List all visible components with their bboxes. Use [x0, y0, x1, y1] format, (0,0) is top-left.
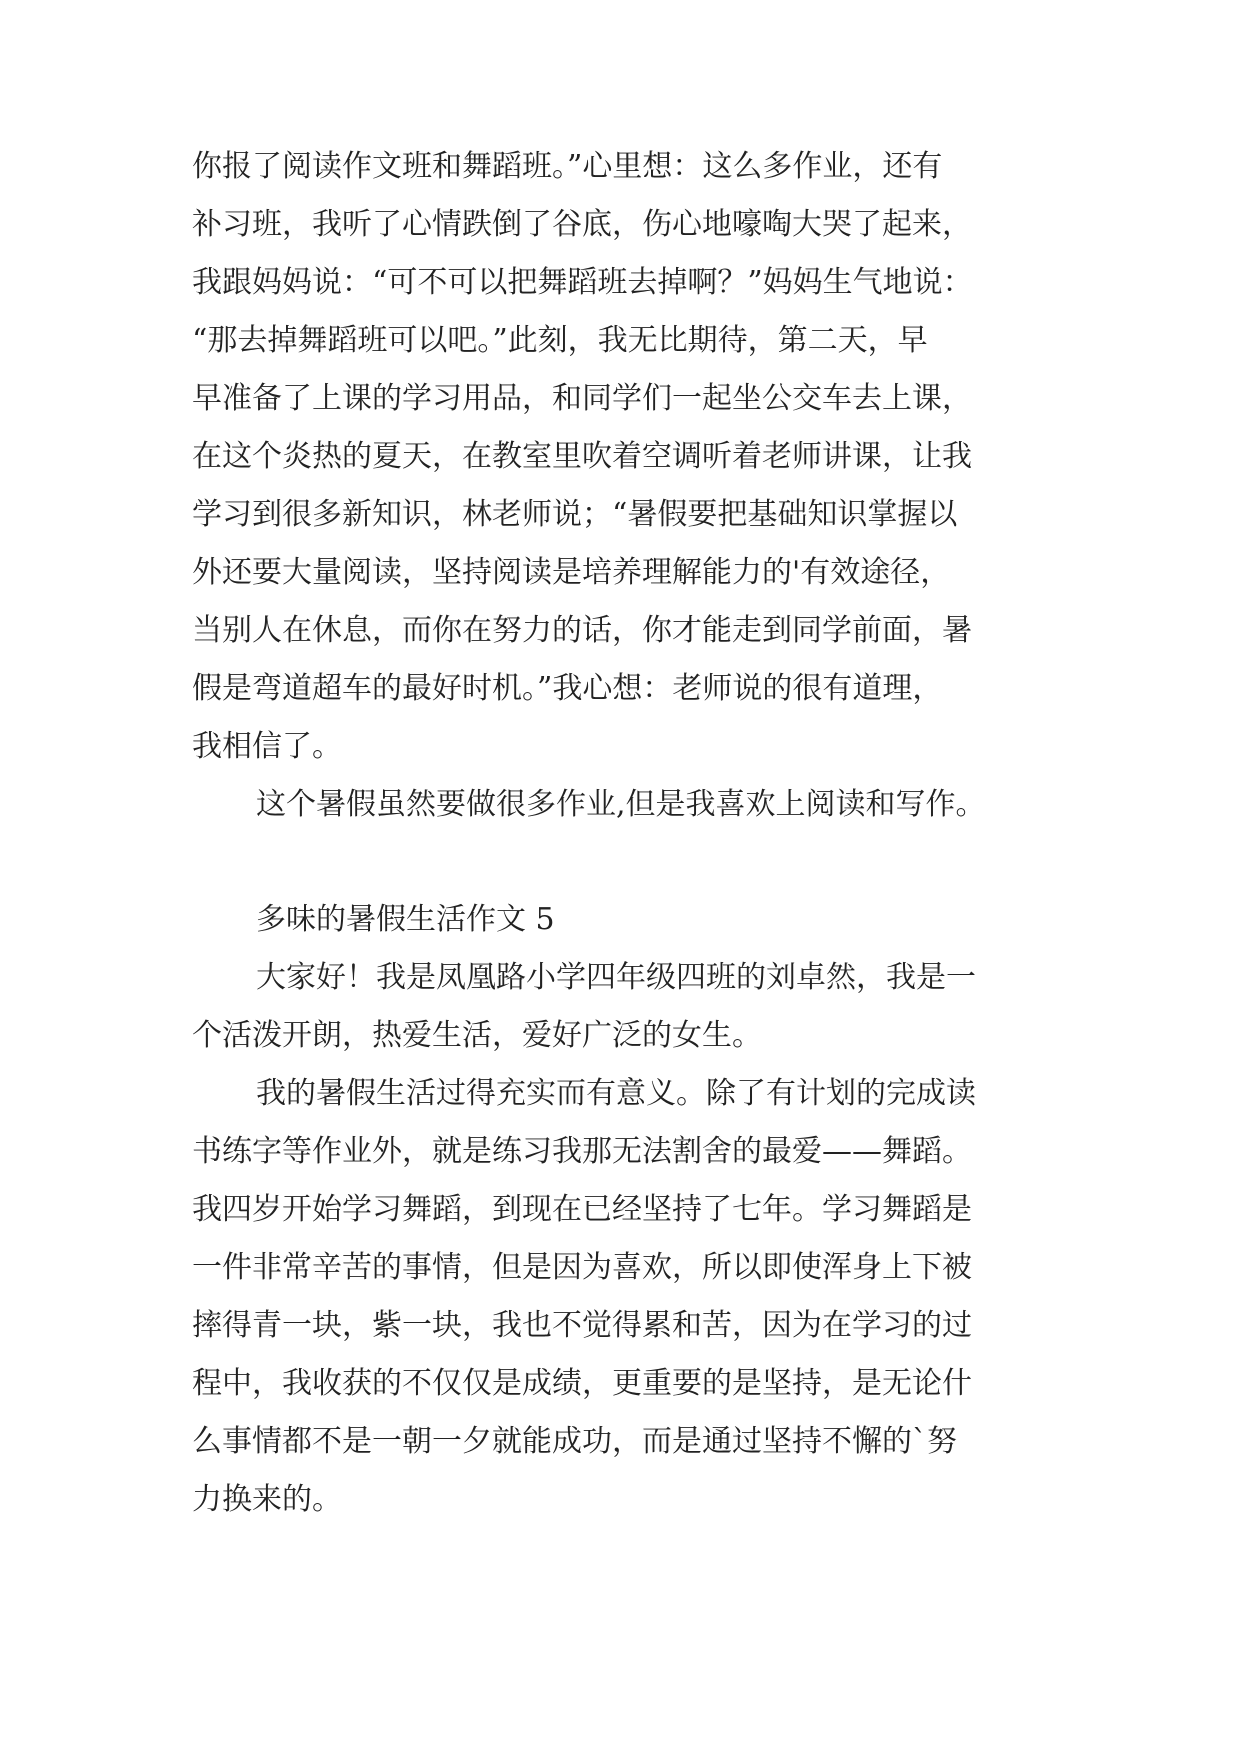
- text-line: 么事情都不是一朝一夕就能成功，而是通过坚持不懈的`努: [192, 1424, 957, 1459]
- text-line: 我的暑假生活过得充实而有意义。除了有计划的完成读: [256, 1076, 976, 1111]
- text-line: 补习班，我听了心情跌倒了谷底，伤心地嚎啕大哭了起来，: [192, 207, 972, 242]
- text-line: 当别人在休息，而你在努力的话，你才能走到同学前面，暑: [192, 613, 972, 648]
- text-line: 在这个炎热的夏天，在教室里吹着空调听着老师讲课，让我: [192, 439, 972, 474]
- text-line: 摔得青一块，紫一块，我也不觉得累和苦，因为在学习的过: [192, 1308, 972, 1343]
- text-line: 个活泼开朗，热爱生活，爱好广泛的女生。: [192, 1018, 762, 1053]
- text-line: 我跟妈妈说：“可不可以把舞蹈班去掉啊？”妈妈生气地说：: [192, 265, 973, 300]
- text-line: 学习到很多新知识，林老师说；“暑假要把基础知识掌握以: [192, 497, 958, 532]
- text-line: “那去掉舞蹈班可以吧。”此刻，我无比期待，第二天，早: [192, 323, 928, 358]
- text-line: 一件非常辛苦的事情，但是因为喜欢，所以即使浑身上下被: [192, 1250, 972, 1285]
- text-line: 我相信了。: [192, 729, 342, 764]
- text-line: 程中，我收获的不仅仅是成绩，更重要的是坚持，是无论什: [192, 1366, 972, 1401]
- text-line: 早准备了上课的学习用品，和同学们一起坐公交车去上课，: [192, 381, 972, 416]
- text-line: 假是弯道超车的最好时机。”我心想：老师说的很有道理，: [192, 671, 943, 706]
- text-line: 大家好！我是凤凰路小学四年级四班的刘卓然，我是一: [256, 960, 976, 995]
- text-line: 力换来的。: [192, 1482, 342, 1517]
- section-heading: 多味的暑假生活作文 5: [256, 902, 555, 937]
- text-line: 我四岁开始学习舞蹈，到现在已经坚持了七年。学习舞蹈是: [192, 1192, 972, 1227]
- text-line: 这个暑假虽然要做很多作业,但是我喜欢上阅读和写作。: [256, 787, 986, 822]
- text-line: 书练字等作业外，就是练习我那无法割舍的最爱——舞蹈。: [192, 1134, 972, 1169]
- text-line: 外还要大量阅读，坚持阅读是培养理解能力的'有效途径，: [192, 555, 951, 590]
- text-line: 你报了阅读作文班和舞蹈班。”心里想：这么多作业，还有: [192, 149, 943, 184]
